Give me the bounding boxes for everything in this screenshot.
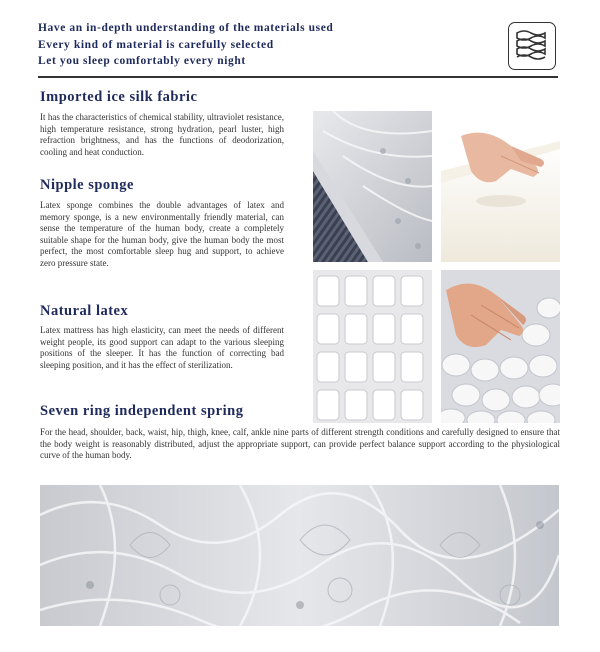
page-header [38, 20, 333, 70]
header-divider [38, 76, 558, 78]
header-line-3: Let you sleep comfortably every night [38, 55, 246, 67]
section-text-nipple-sponge: Latex sponge combines the double advantages of latex and memory sponge, is a new environmentally friendly material, can sense the temperature of the human body, create a completely suitable shape for the human body, give the human body the most perfect, the most comfortable sleep hug and support, to achieve zero pressure state. [40, 200, 284, 268]
quilted-mattress-edge-photo [313, 111, 432, 262]
latex-foam-block-photo [313, 270, 432, 423]
section-title-seven-ring-spring: Seven ring independent spring [40, 403, 244, 419]
hand-on-pocket-springs-photo [441, 270, 560, 423]
section-title-ice-silk: Imported ice silk fabric [40, 89, 198, 105]
header-line-2: Every kind of material is carefully selected [38, 38, 274, 51]
hand-pressing-memory-foam-photo [441, 111, 560, 262]
section-title-nipple-sponge: Nipple sponge [40, 177, 134, 193]
section-text-natural-latex: Latex mattress has high elasticity, can meet the needs of different weight people, its good support can adapt to the various sleeping positions of the sleeper. It has the function of correcting bad sleeping position, and it has the effect of sterilization. [40, 325, 284, 370]
quilted-fabric-closeup-photo [40, 485, 559, 626]
section-text-ice-silk: It has the characteristics of chemical stability, ultraviolet resistance, high temperature resistance, strong hydration, pearl luster, high refraction brightness, and has the functions of deodorization, cooling and heat conduction. [40, 112, 284, 157]
layers-icon [508, 22, 556, 70]
header-line-1: Have an in-depth understanding of the materials used [38, 22, 334, 34]
section-text-seven-ring-spring: For the head, shoulder, back, waist, hip, thigh, knee, calf, ankle nine parts of different strength conditions and carefully designed to ensure that the body weight is reasonably distributed, adjust the appropriate support, can provide perfect balance support according to the physiological curve of the human body. [40, 427, 560, 461]
section-title-natural-latex: Natural latex [40, 303, 129, 319]
